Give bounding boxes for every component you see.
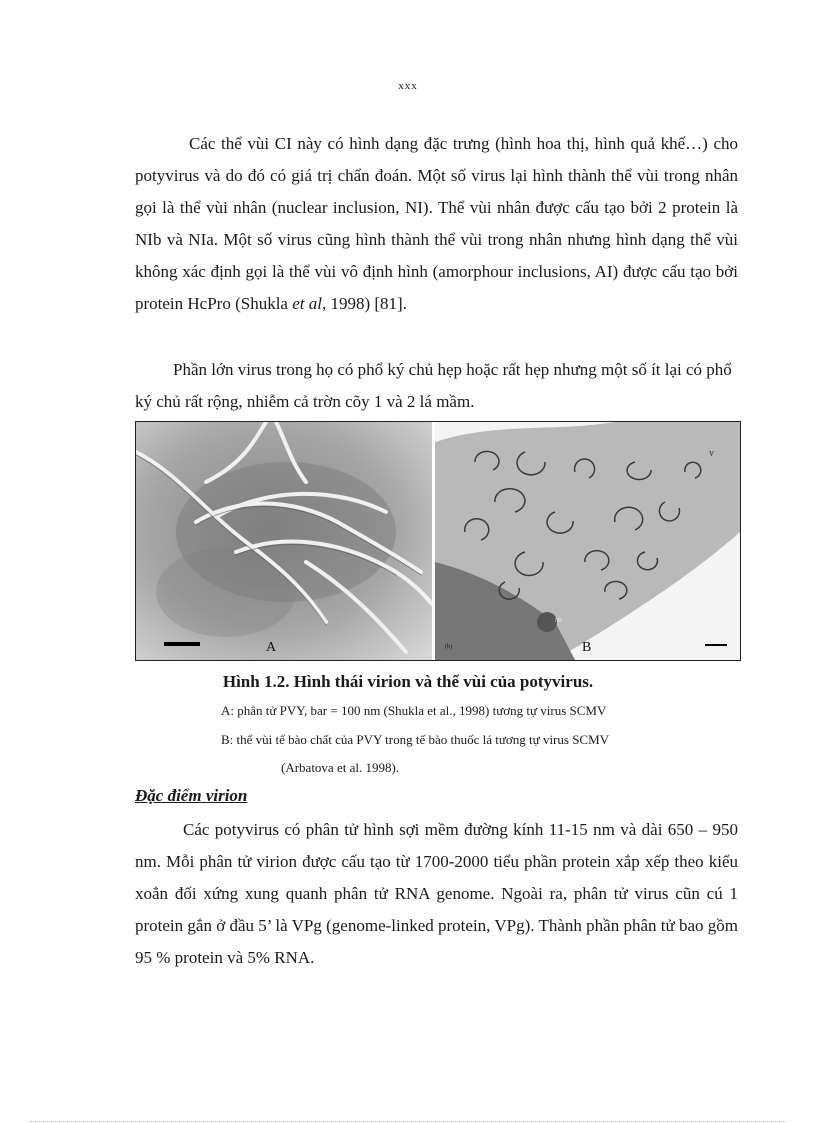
figure-caption-line-b: B: thể vùi tế bào chất của PVY trong tế bào thuốc lá tương tự virus SCMV: [221, 732, 610, 747]
page-bottom-divider: [30, 1121, 786, 1122]
figure-tag-nb: Nb: [555, 618, 563, 624]
figure-label-a: A: [266, 640, 277, 655]
figure-tag-v: V: [708, 450, 714, 458]
virion-micrograph-image: [136, 422, 432, 660]
figure-tag-b: (b): [445, 644, 452, 650]
italic-citation: et al: [292, 294, 322, 313]
paragraph-virion: Các potyvirus có phân tử hình sợi mềm đường kính 11-15 nm và dài 650 – 950 nm. Mỗi phân tử virion được cấu tạo từ 1700-2000 tiểu phần protein xắp xếp theo kiểu xoắn đối xứng xung quanh phân tử RNA genome. Ngoài ra, phân tử virus cũn cú 1 protein gắn ở đầu 5’ là VPg (genome-linked protein, VPg). Thành phần phân tử bao gồm 95 % protein và 5% RNA.: [135, 820, 738, 967]
micrograph-panel-b: [435, 422, 740, 660]
paragraph-host-range: Phần lớn virus trong họ có phổ ký chủ hẹp hoặc rất hẹp nhưng một số ít lại có phổ ký chủ rất rộng, nhiễm cả trờn cõy 1 và 2 lá mầm.: [135, 360, 732, 411]
paragraph-text: Các thể vùi CI này có hình dạng đặc trưng (hình hoa thị, hình quả khế…) cho potyvirus và do đó có giá trị chẩn đoán. Một số virus lại hình thành thể vùi trong nhân gọi là thể vùi nhân (nuclear inclusion, NI). Thể vùi nhân được cấu tạo bởi 2 protein là NIb và NIa. Một số virus cũng hình thành thể vùi trong nhân nhưng hình dạng thể vùi không xác định gọi là thể vùi vô định hình (amorphour inclusions, AI) được cấu tạo bởi protein HcPro (Shukla: [135, 134, 738, 313]
page-header: xxx: [398, 80, 418, 92]
figure-micrographs: [135, 421, 741, 661]
paragraph-tail: , 1998) [81].: [321, 294, 407, 313]
paragraph-inclusion-bodies: [135, 128, 738, 320]
section-heading: Đặc điểm virion: [135, 786, 248, 805]
figure-label-b: B: [582, 640, 592, 655]
inclusion-micrograph-image: [435, 422, 740, 660]
micrograph-panel-a: [136, 422, 432, 660]
figure-caption-title: Hình 1.2. Hình thái virion và thể vùi của potyvirus.: [222, 672, 594, 691]
figure-caption-line-c: (Arbatova et al. 1998).: [281, 760, 400, 775]
figure-caption-line-a: A: phân tử PVY, bar = 100 nm (Shukla et al., 1998) tương tự virus SCMV: [221, 703, 607, 718]
